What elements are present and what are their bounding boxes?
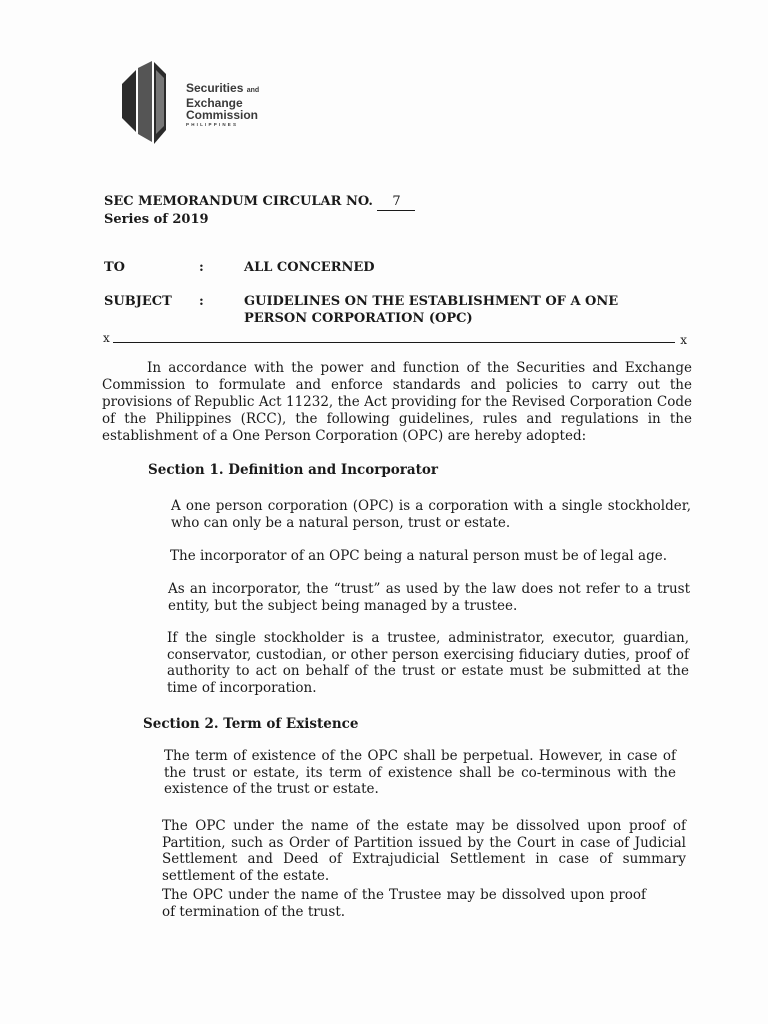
to-value: ALL CONCERNED [244,260,375,275]
sec-logo-text [186,82,259,128]
section2-title: Section 2. Term of Existence [143,716,359,732]
header-divider [103,331,687,345]
to-row [104,259,694,277]
logo-and: and [246,87,260,94]
divider-right-mark: x [680,333,687,347]
subject-value: GUIDELINES ON THE ESTABLISHMENT OF A ONE PERSON CORPORATION (OPC) [244,294,619,326]
section1-para-1: A one person corporation (OPC) is a corporation with a single stockholder, who can only be a natural person, trust or estate. [171,498,691,531]
memo-series: Series of 2019 [104,212,209,227]
memo-number: 7 [377,193,415,211]
subject-colon: : [199,294,204,309]
to-label: TO [104,260,125,275]
sec-logo [120,60,290,150]
memo-heading [104,193,415,228]
memo-title: SEC MEMORANDUM CIRCULAR NO. [104,194,373,209]
logo-line3: Commission [186,108,259,122]
logo-line2: Exchange [186,96,243,110]
section1-title: Section 1. Definition and Incorporator [148,462,438,478]
logo-line1: Securities [186,81,244,95]
logo-sub: PHILIPPINES [186,122,239,127]
section2-para-3: The OPC under the name of the Trustee may be dissolved upon proof of termination of the trust. [162,887,646,920]
to-colon: : [199,260,204,275]
sec-logo-mark-icon [120,60,180,150]
subject-label: SUBJECT [104,294,172,309]
section1-para-4: If the single stockholder is a trustee, administrator, executor, guardian, conservator, custodian, or other person exercising fiduciary duties, proof of authority to act on behalf of the trust or estate must be submitted at the time of incorporation. [167,630,689,696]
intro-paragraph: In accordance with the power and function of the Securities and Exchange Commission to formulate and enforce standards and policies to carry out the provisions of Republic Act 11232, the Act providing for the Revised Corporation Code of the Philippines (RCC), the following guidelines, rules and regulations in the establishment of a One Person Corporation (OPC) are hereby adopted: [102,360,692,444]
divider-line [113,342,675,343]
divider-left-mark: x [103,331,110,345]
section1-para-2: The incorporator of an OPC being a natural person must be of legal age. [170,548,667,564]
subject-row [104,293,694,329]
section2-para-1: The term of existence of the OPC shall be perpetual. However, in case of the trust or estate, its term of existence shall be co-terminous with the existence of the trust or estate. [164,748,676,797]
section2-para-2: The OPC under the name of the estate may be dissolved upon proof of Partition, such as Order of Partition issued by the Court in case of Judicial Settlement and Deed of Extrajudicial Settlement in case of summary settlement of the estate. [162,818,686,884]
section1-para-3: As an incorporator, the “trust” as used by the law does not refer to a trust entity, but the subject being managed by a trustee. [168,581,690,614]
